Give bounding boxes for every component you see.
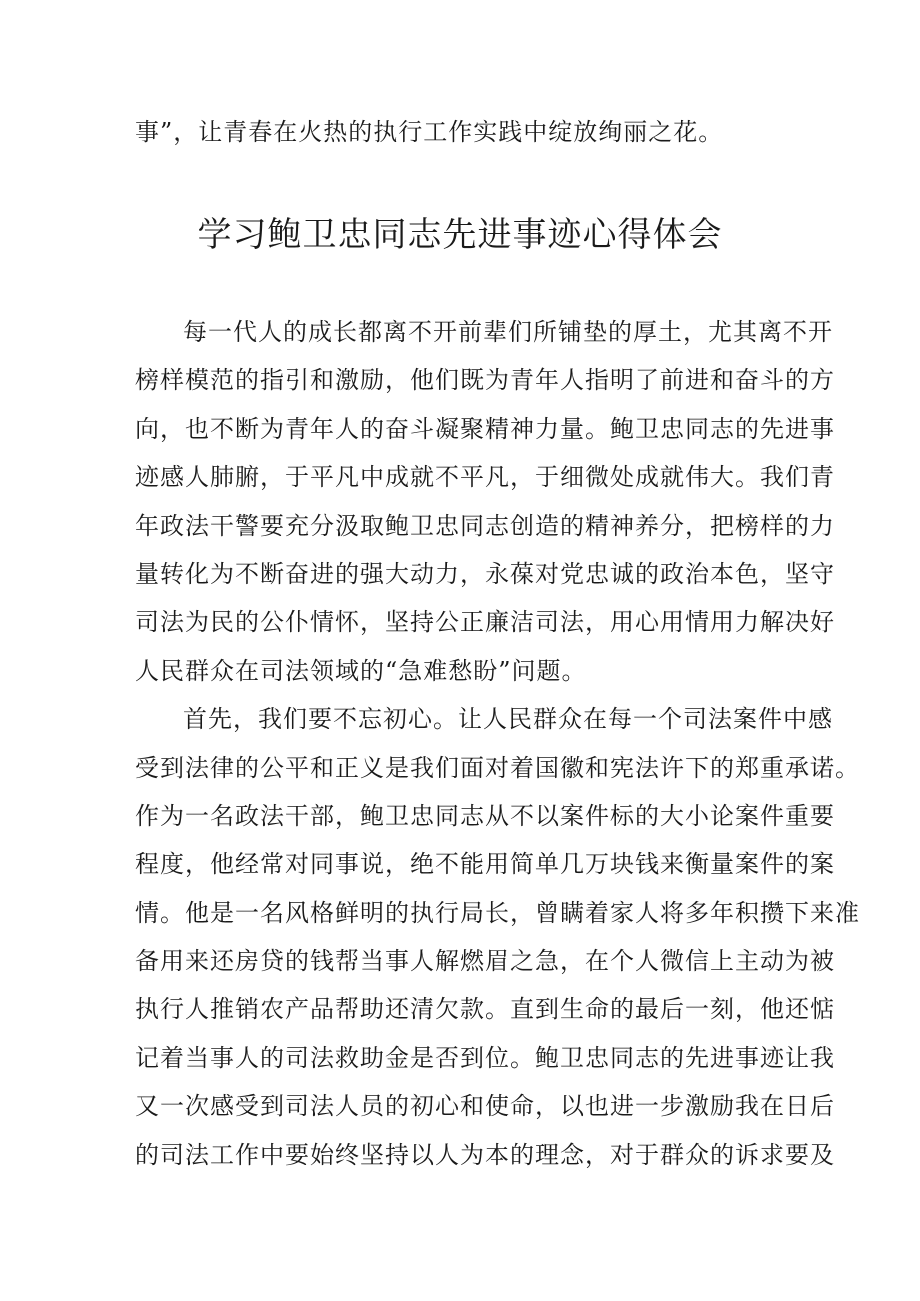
paragraph-line: 年政法干警要充分汲取鲍卫忠同志创造的精神养分，把榜样的力	[135, 511, 835, 540]
paragraph-line: 记着当事人的司法救助金是否到位。鲍卫忠同志的先进事迹让我	[135, 1043, 835, 1072]
paragraph-line: 量转化为不断奋进的强大动力，永葆对党忠诚的政治本色，坚守	[135, 559, 835, 588]
paragraph-line: 每一代人的成长都离不开前辈们所铺垫的厚土，尤其离不开	[183, 318, 833, 346]
paragraph-line: 情。他是一名风格鲜明的执行局长，曾瞒着家人将多年积攒下来准	[135, 898, 860, 927]
paragraph-line: 执行人推销农产品帮助还清欠款。直到生命的最后一刻，他还惦	[135, 995, 835, 1024]
paragraph-line: 程度，他经常对同事说，绝不能用简单几万块钱来衡量案件的案	[135, 850, 835, 879]
paragraph-line: 向，也不断为青年人的奋斗凝聚精神力量。鲍卫忠同志的先进事	[135, 414, 835, 443]
paragraph-line: 备用来还房贷的钱帮当事人解燃眉之急，在个人微信上主动为被	[135, 947, 835, 976]
paragraph-line: 的司法工作中要始终坚持以人为本的理念，对于群众的诉求要及	[135, 1140, 835, 1169]
paragraph-line: 迹感人肺腑，于平凡中成就不平凡，于细微处成就伟大。我们青	[135, 463, 835, 492]
article-body	[135, 308, 860, 1179]
previous-paragraph-tail: 事”，让青春在火热的执行工作实践中绽放绚丽之花。	[135, 118, 724, 146]
paragraph-line: 榜样模范的指引和激励，他们既为青年人指明了前进和奋斗的方	[135, 366, 835, 395]
paragraph-line: 司法为民的公仆情怀，坚持公正廉洁司法，用心用情用力解决好	[135, 608, 835, 637]
paragraph-line: 又一次感受到司法人员的初心和使命，以也进一步激励我在日后	[135, 1092, 835, 1121]
paragraph-line: 人民群众在司法领域的“急难愁盼”问题。	[135, 656, 587, 685]
paragraph-2	[135, 695, 860, 1179]
paragraph-1	[135, 308, 835, 695]
paragraph-line: 首先，我们要不忘初心。让人民群众在每一个司法案件中感	[183, 705, 833, 734]
article-title: 学习鲍卫忠同志先进事迹心得体会	[197, 215, 723, 255]
paragraph-line: 受到法律的公平和正义是我们面对着国徽和宪法许下的郑重承诺。	[135, 753, 860, 782]
paragraph-line: 作为一名政法干部，鲍卫忠同志从不以案件标的大小论案件重要	[135, 801, 835, 830]
